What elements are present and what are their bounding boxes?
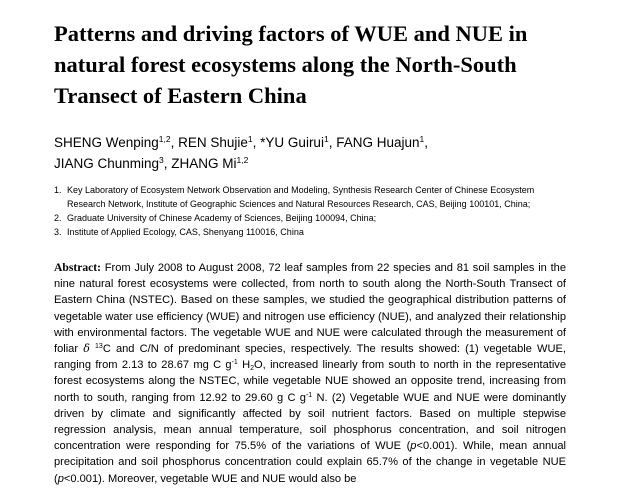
abstract-text: N. (2) Vegetable WUE and NUE were dominantly driven by climate and significantly affected by soil nutrient factors. Based on multiple stepwise regression analysis, mean annual temperature, soil phosphorus concentration, and soil nitrogen concentration were responding for 75.5% of the variations of WUE ( (54, 391, 566, 453)
abstract (54, 260, 566, 487)
p-value-symbol: p (57, 472, 64, 485)
author-separator: , (328, 135, 337, 150)
abstract-text: O, increased linearly from south to north in the representative forest ecosystems along the NSTEC, while vegetable NUE showed an opposite trend, increasing from north to south, ranging from 12.92 to 29.60 g C g (54, 359, 567, 404)
abstract-text: H (237, 359, 251, 372)
paper-title: Patterns and driving factors of WUE and NUE in natural forest ecosystems along the North-South Transect of Eastern China (54, 21, 528, 108)
author-name: SHENG Wenping (54, 135, 159, 150)
affiliation-text: Key Laboratory of Ecosystem Network Observation and Modeling, Synthesis Research Center of Chinese Ecosystem Research Network, Institute of Geographic Sciences and Natural Resources Research, CAS, Beijing 100101, China; (67, 185, 535, 209)
abstract-text: From July 2008 to August 2008, 72 leaf samples from 22 species and 81 soil samples in the nine natural forest ecosystems were collected, from north to south along the North-South Transect of Eastern China (NSTEC). Based on these samples, we studied the geographical distribution patterns of vegetable water use efficiency (WUE) and nitrogen use efficiency (NUE), and analyzed their relationship with environmental factors. The vegetable WUE and NUE were calculated through the measurement of foliar (54, 262, 566, 356)
author-line-2 (54, 153, 566, 174)
unit-superscript: -1 (305, 391, 313, 399)
author-line-1 (54, 132, 566, 153)
affiliation-text: Graduate University of Chinese Academy of Sciences, Beijing 100094, China; (67, 213, 377, 223)
author-name: REN Shujie (178, 135, 248, 150)
paper-page (54, 18, 566, 487)
abstract-text: <0.001). Moreover, vegetable WUE and NUE would also be (63, 472, 357, 485)
author-name: ZHANG Mi (171, 156, 237, 171)
isotope-superscript: 13 (95, 343, 103, 351)
author-affiliation-mark: 1 (247, 134, 253, 144)
affiliation-item (54, 183, 566, 211)
author-name: *YU Guirui (260, 135, 324, 150)
author-name: JIANG Chunming (54, 156, 160, 171)
affiliation-item (54, 225, 566, 239)
affiliation-number: 3. (54, 227, 62, 237)
author-separator: , (424, 135, 428, 150)
delta-symbol: δ (83, 342, 90, 356)
author-affiliation-mark: 1 (419, 134, 425, 144)
author-separator: , (163, 156, 172, 171)
author-affiliation-mark: 1,2 (236, 155, 249, 165)
author-separator: , (252, 135, 261, 150)
author-affiliation-mark: 1 (323, 134, 329, 144)
affiliation-item (54, 211, 566, 225)
author-separator: , (170, 135, 179, 150)
author-list (54, 132, 566, 174)
affiliation-number: 2. (54, 213, 62, 223)
abstract-text: C and C/N of predominant species, respectively. The results showed: (1) vegetable WUE, ranging from 2.13 to 28.67 mg C g (54, 343, 566, 372)
unit-subscript: 2 (250, 365, 255, 373)
abstract-label: Abstract: (54, 261, 102, 274)
unit-superscript: -1 (231, 359, 238, 367)
affiliation-text: Institute of Applied Ecology, CAS, Shenyang 110016, China (67, 227, 304, 237)
affiliation-list (54, 183, 566, 239)
author-name: FANG Huajun (336, 135, 420, 150)
author-affiliation-mark: 1,2 (158, 134, 171, 144)
p-value-symbol: p (410, 440, 417, 453)
author-affiliation-mark: 3 (159, 155, 164, 165)
abstract-text: <0.001). While, mean annual precipitation and soil phosphorus concentration could explain 65.7% of the change in vegetable NUE ( (54, 440, 566, 485)
affiliation-number: 1. (54, 185, 62, 195)
